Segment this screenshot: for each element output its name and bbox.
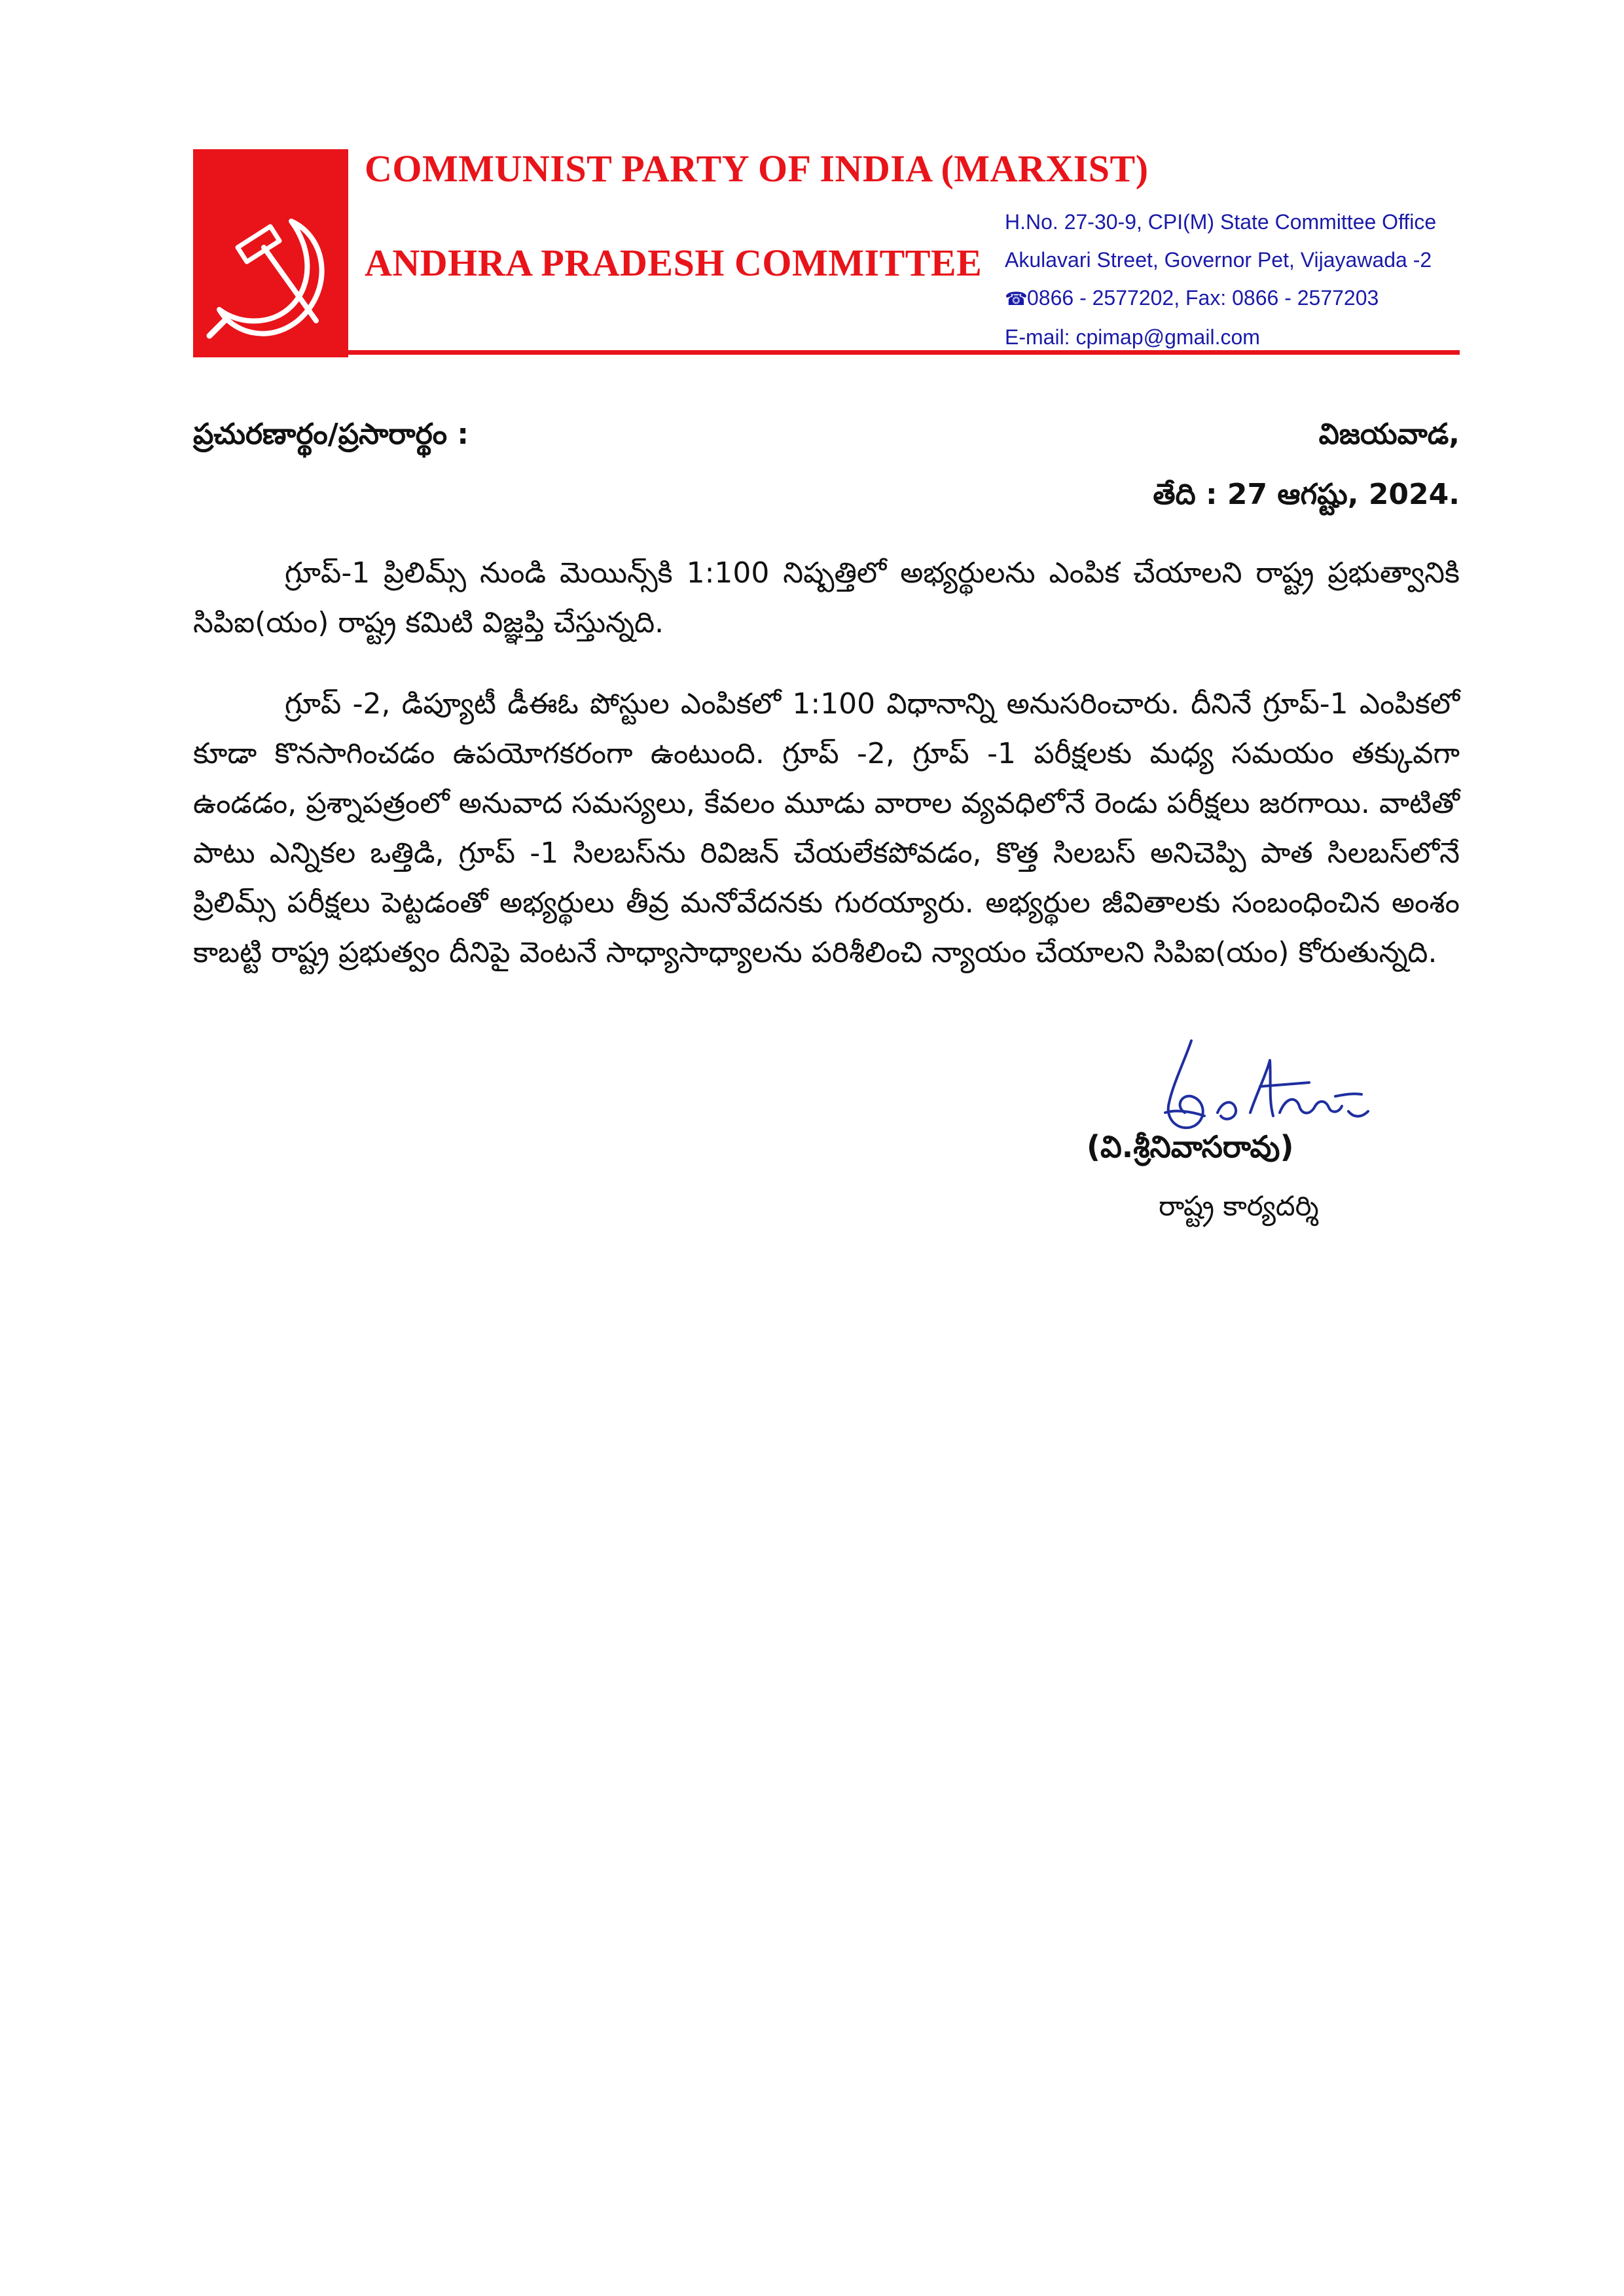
header-divider	[193, 350, 1460, 355]
place: విజయవాడ,	[1318, 418, 1460, 451]
hammer-sickle-icon	[193, 149, 348, 357]
committee-name: ANDHRA PRADESH COMMITTEE	[365, 242, 983, 284]
address-line-2: Akulavari Street, Governor Pet, Vijayawada -2	[1005, 248, 1432, 272]
phone-icon: ☎	[1005, 289, 1028, 309]
phone-fax-line	[1005, 279, 1436, 318]
phone-fax: 0866 - 2577202, Fax: 0866 - 2577203	[1027, 286, 1379, 310]
signatory-name: (వి.శ్రీనివాసరావు)	[1087, 1129, 1294, 1164]
contact-block	[1005, 203, 1436, 356]
address-line-1: H.No. 27-30-9, CPI(M) State Committee Office	[1005, 210, 1437, 234]
body-paragraph-1: గ్రూప్-1 ప్రిలిమ్స్ నుండి మెయిన్స్‌కి 1:100 నిష్పత్తిలో అభ్యర్థులను ఎంపిక చేయాలని రాష్ట్ర ప్రభుత్వానికి సిపిఐ(యం) రాష్ట్ర కమిటి విజ్ఞప్తి చేస్తున్నది.	[193, 556, 1460, 639]
body-paragraph-2: గ్రూప్ -2, డిప్యూటీ డీఈఓ పోస్టుల ఎంపికలో 1:100 విధానాన్ని అనుసరించారు. దీనినే గ్రూప్-1 ఎంపికలో కూడా కొనసాగించడం ఉపయోగకరంగా ఉంటుంది. గ్రూప్ -2, గ్రూప్ -1 పరీక్షలకు మధ్య సమయం తక్కువగా ఉండడం, ప్రశ్నాపత్రంలో అనువాద సమస్యలు, కేవలం మూడు వారాల వ్యవధిలోనే రెండు పరీక్షలు జరగాయి. వాటితో పాటు ఎన్నికల ఒత్తిడి, గ్రూప్ -1 సిలబస్‌ను రివిజన్ చేయలేకపోవడం, కొత్త సిలబస్ అనిచెప్పి పాత సిలబస్‌లోనే ప్రిలిమ్స్ పరీక్షలు పెట్టడంతో అభ్యర్థులు తీవ్ర మనోవేదనకు గురయ్యారు. అభ్యర్థుల జీవితాలకు సంబంధించిన అంశం కాబట్టి రాష్ట్ర ప్రభుత్వం దీనిపై వెంటనే సాధ్యాసాధ్యాలను పరిశీలించి న్యాయం చేయాలని సిపిఐ(యం) కోరుతున్నది.	[193, 687, 1460, 969]
date: తేది : 27 ఆగష్టు, 2024.	[1153, 478, 1460, 511]
party-name: COMMUNIST PARTY OF INDIA (MARXIST)	[365, 147, 1149, 190]
party-logo	[193, 149, 348, 357]
press-release-label: ప్రచురణార్థం/ప్రసారార్థం :	[193, 418, 469, 451]
email-line: E-mail: cpimap@gmail.com	[1005, 325, 1260, 349]
signatory-title: రాష్ట్ర కార్యదర్శి	[1159, 1190, 1319, 1222]
